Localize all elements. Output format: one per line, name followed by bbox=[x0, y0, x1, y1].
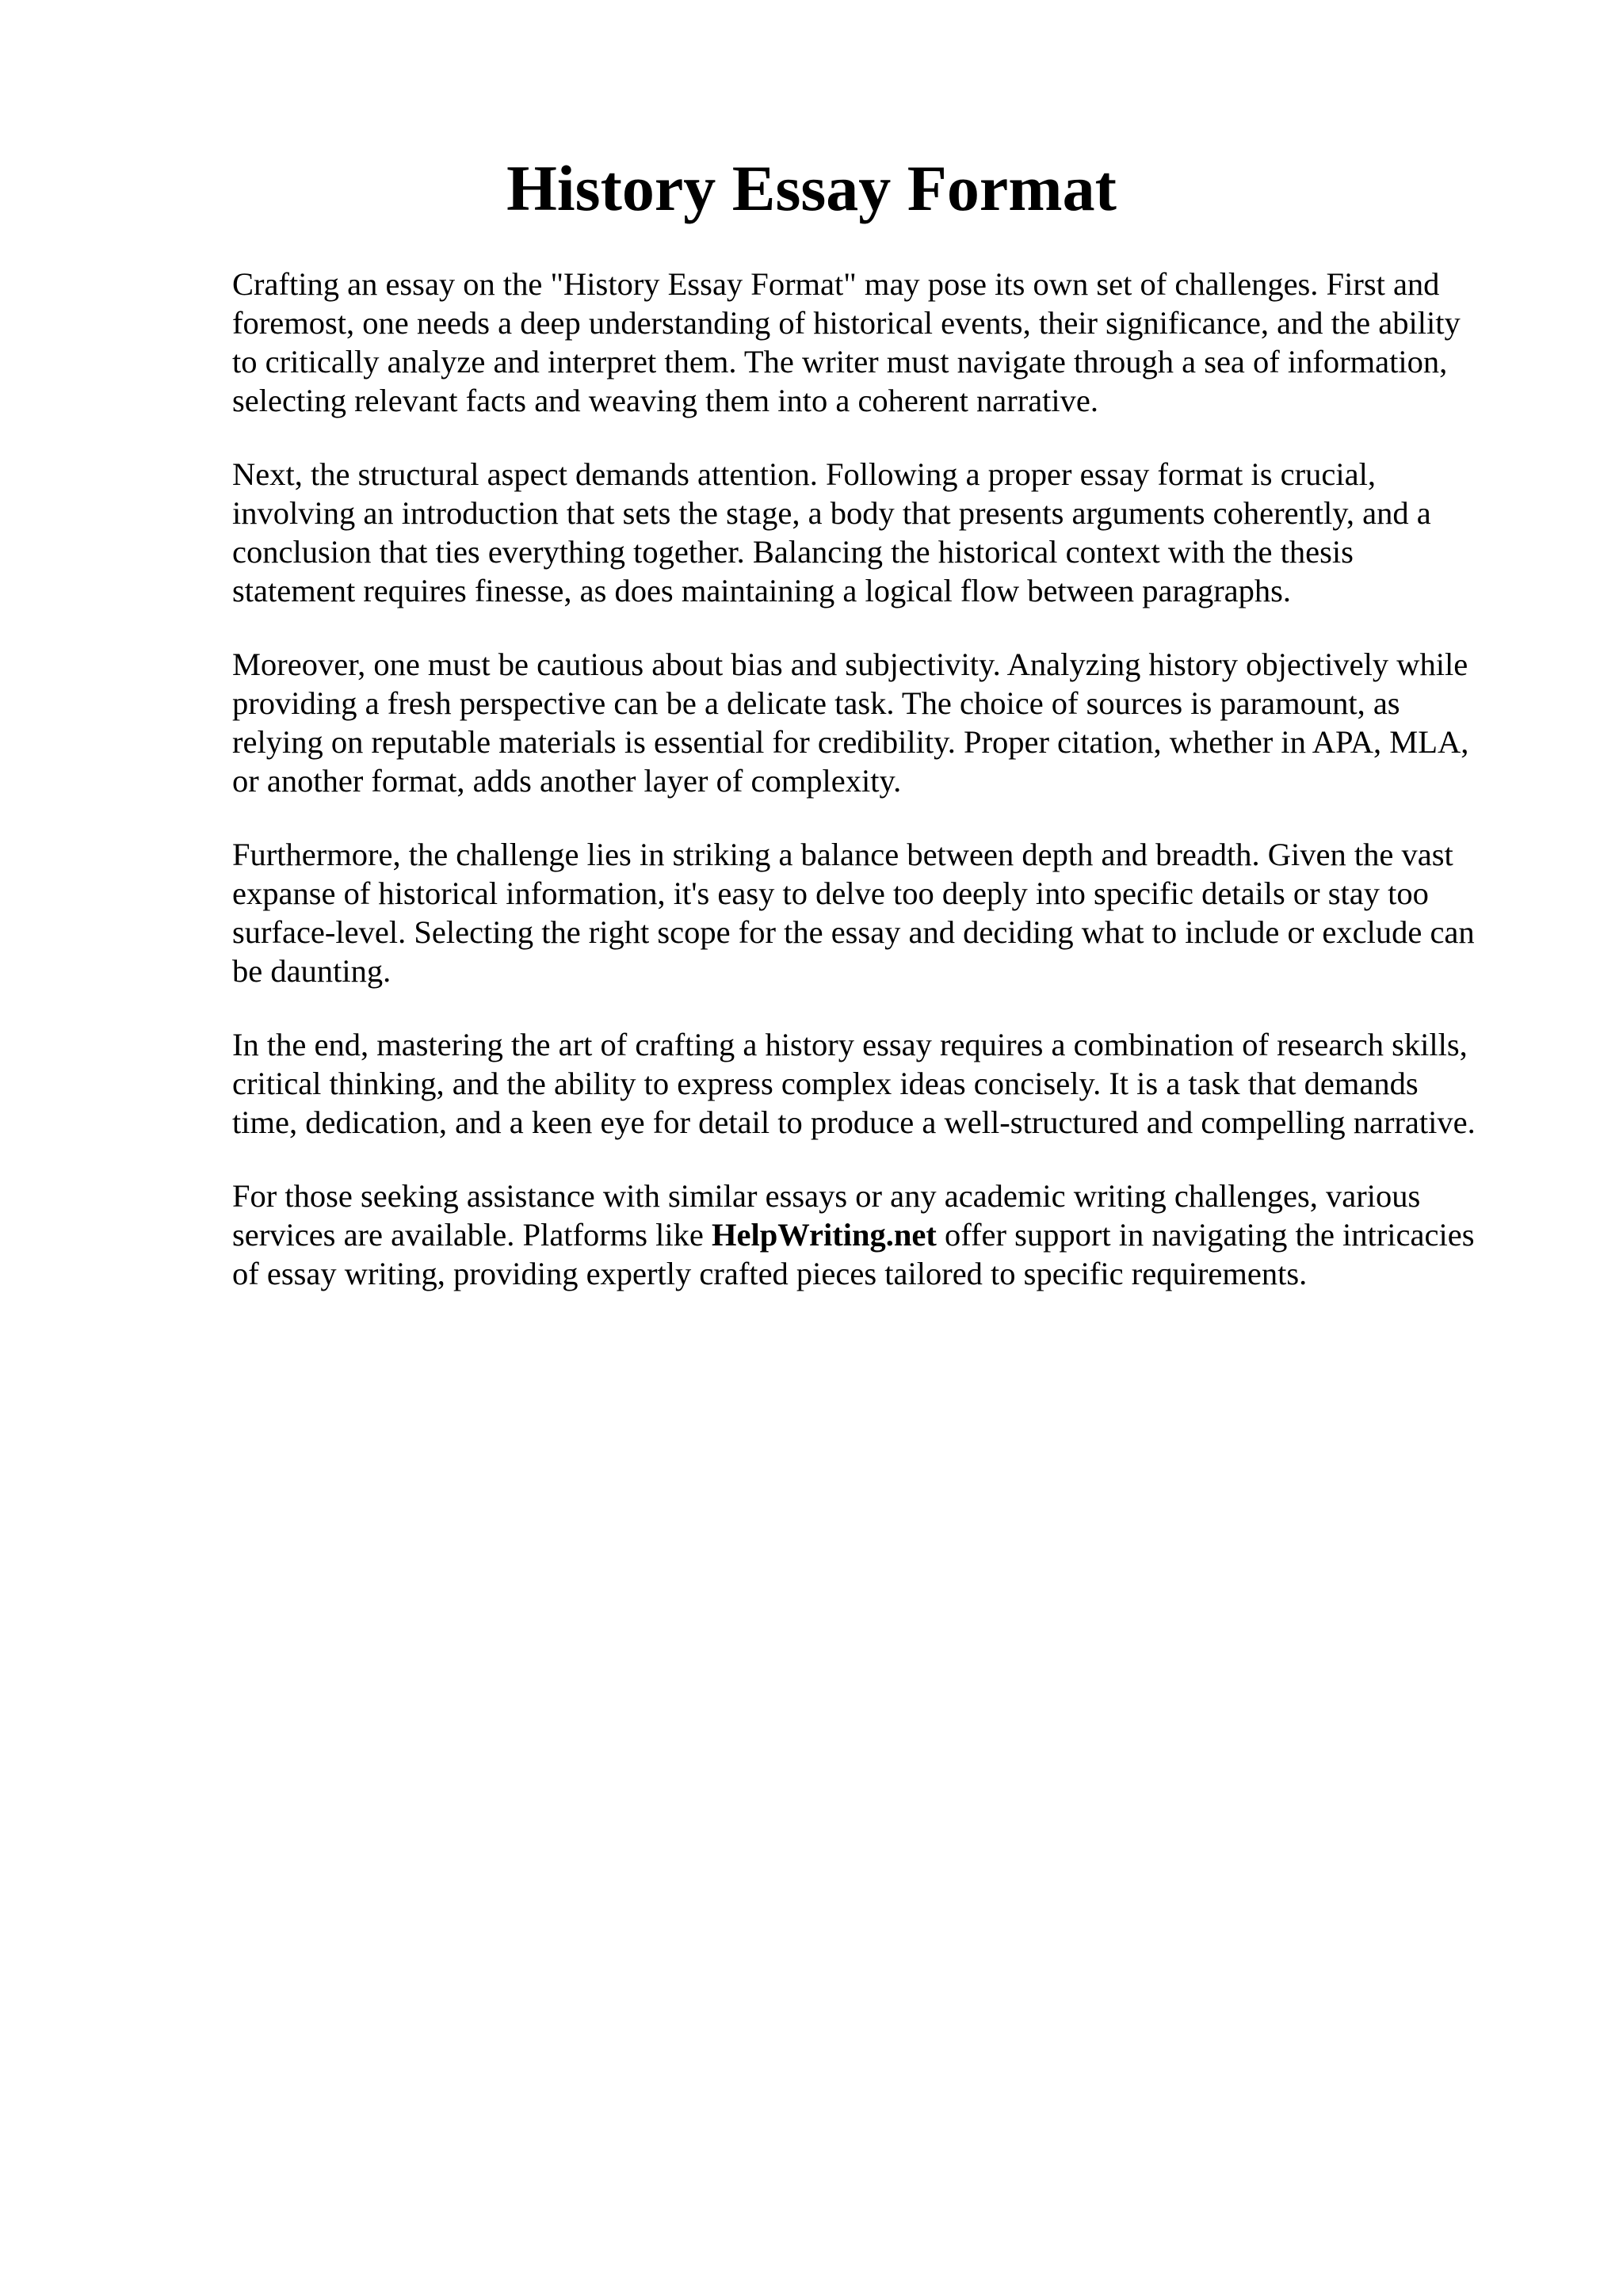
paragraph-line: foremost, one needs a deep understanding of historical events, their significance, and the ability bbox=[232, 305, 1461, 341]
paragraph-4 bbox=[232, 835, 1516, 990]
paragraph-line: Crafting an essay on the "History Essay Format" may pose its own set of challenges. First and bbox=[232, 266, 1440, 302]
paragraph-closing bbox=[232, 1177, 1516, 1293]
paragraph-line: selecting relevant facts and weaving them into a coherent narrative. bbox=[232, 383, 1099, 418]
paragraph-5 bbox=[232, 1025, 1516, 1142]
paragraph-line: or another format, adds another layer of complexity. bbox=[232, 763, 902, 799]
paragraph-line: relying on reputable materials is essential for credibility. Proper citation, whether in APA, MLA, bbox=[232, 724, 1469, 760]
paragraph-line: expanse of historical information, it's easy to delve too deeply into specific details or stay too bbox=[232, 875, 1429, 911]
paragraph-line-with-brand bbox=[232, 1215, 1516, 1254]
paragraph-line: In the end, mastering the art of crafting a history essay requires a combination of research skills, bbox=[232, 1027, 1468, 1062]
paragraph-line: surface-level. Selecting the right scope for the essay and deciding what to include or exclude can bbox=[232, 914, 1475, 950]
paragraph-line: Furthermore, the challenge lies in striking a balance between depth and breadth. Given the vast bbox=[232, 837, 1453, 872]
paragraph-line: critical thinking, and the ability to express complex ideas concisely. It is a task that demands bbox=[232, 1066, 1419, 1101]
paragraph-line: time, dedication, and a keen eye for detail to produce a well-structured and compelling narrative. bbox=[232, 1104, 1476, 1140]
document-title: History Essay Format bbox=[506, 152, 1117, 224]
paragraph-line: Next, the structural aspect demands attention. Following a proper essay format is crucial, bbox=[232, 456, 1376, 492]
paragraph-line: be daunting. bbox=[232, 953, 391, 989]
paragraph-line: of essay writing, providing expertly crafted pieces tailored to specific requirements. bbox=[232, 1256, 1308, 1291]
paragraph-line: involving an introduction that sets the stage, a body that presents arguments coherently, and a bbox=[232, 495, 1431, 531]
paragraph-line: For those seeking assistance with similar essays or any academic writing challenges, various bbox=[232, 1178, 1421, 1214]
paragraph-line: conclusion that ties everything together. Balancing the historical context with the thesis bbox=[232, 534, 1354, 570]
closing-text-after-brand: offer support in navigating the intricacies bbox=[936, 1217, 1475, 1253]
paragraph-line: Moreover, one must be cautious about bias and subjectivity. Analyzing history objectively while bbox=[232, 646, 1468, 682]
paragraph-line: statement requires finesse, as does maintaining a logical flow between paragraphs. bbox=[232, 573, 1292, 608]
document-body bbox=[232, 265, 1516, 1328]
helpwriting-brand-name: HelpWriting.net bbox=[712, 1217, 937, 1253]
paragraph-1 bbox=[232, 265, 1516, 420]
paragraph-line: to critically analyze and interpret them. The writer must navigate through a sea of information, bbox=[232, 344, 1448, 379]
paragraph-3 bbox=[232, 645, 1516, 800]
closing-text-before-brand: services are available. Platforms like bbox=[232, 1217, 712, 1253]
paragraph-line: providing a fresh perspective can be a delicate task. The choice of sources is paramount, as bbox=[232, 685, 1400, 721]
paragraph-2 bbox=[232, 455, 1516, 610]
